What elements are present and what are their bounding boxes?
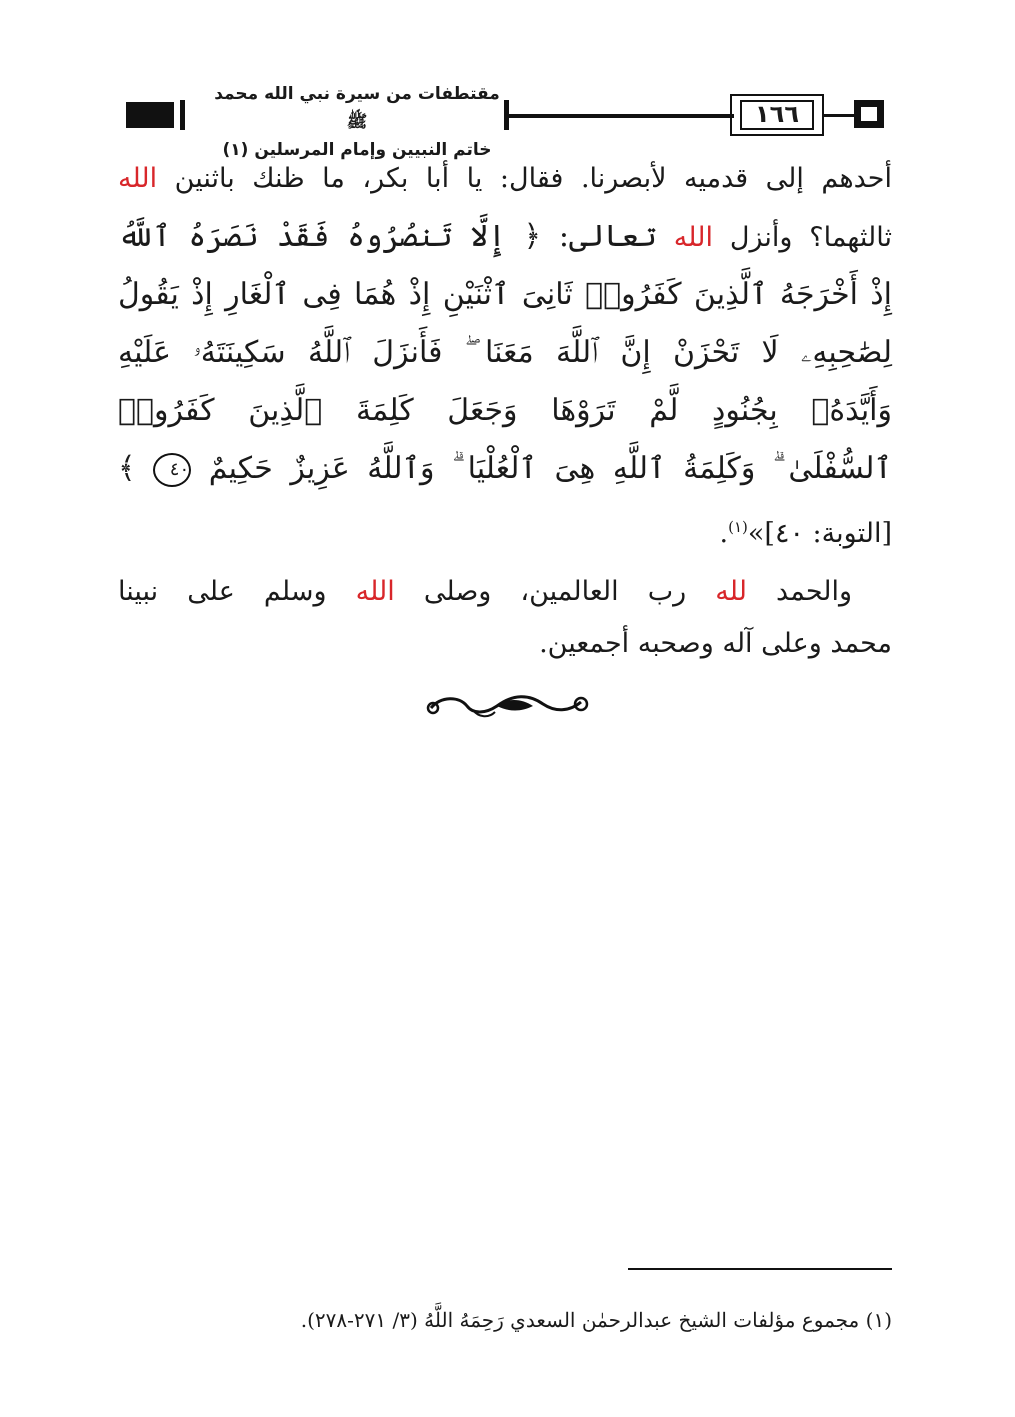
page-number: ١٦٦ (755, 100, 799, 128)
quran-line: إِذْ أَخْرَجَهُ ٱلَّذِينَ كَفَرُوا۟ ثَانِىَ ٱثْنَيْنِ إِذْ هُمَا فِى ٱلْغَارِ إِذْ يَقُولُ (118, 277, 892, 312)
surah-reference: [التوبة: ٤٠]» (747, 518, 892, 549)
closing-paragraph (118, 566, 892, 670)
header-right-block (854, 100, 884, 128)
book-subtitle: خاتم النبيين وإمام المرسلين (١) (222, 140, 492, 160)
footnote: (١) مجموع مؤلفات الشيخ عبدالرحمٰن السعدي رَحِمَهُ اللَّهُ (٣/ ٢٧١-٢٧٨). (300, 1308, 892, 1332)
divine-name: الله (118, 163, 158, 194)
quran-line: ٱلسُّفْلَىٰ ۗ وَكَلِمَةُ ٱللَّهِ هِىَ ٱلْعُلْيَا ۗ وَٱللَّهُ عَزِيزٌ حَكِيمٌ ٤٠ ﴾ (118, 451, 892, 486)
citation-line: [التوبة: ٤٠]»$^{(١)}$. (719, 518, 892, 549)
page-number-frame (730, 94, 824, 136)
page-header (118, 80, 894, 160)
ornament-divider (423, 688, 591, 722)
text-line: والحمد لله رب العالمين، وصلى الله وسلم على نبينا (118, 576, 853, 607)
footnote-marker: (١) (728, 518, 748, 536)
text-line: ثالثهما؟ وأنزل الله تعالى: ﴿ إِلَّا تَنصُرُوهُ فَقَدْ نَصَرَهُ ٱللَّهُ (118, 219, 892, 254)
divine-name: الله (355, 576, 395, 607)
footnote-separator (628, 1268, 892, 1270)
divine-name: لله (715, 576, 747, 607)
quran-line: وَأَيَّدَهُۥ بِجُنُودٍ لَّمْ تَرَوْهَا وَجَعَلَ كَلِمَةَ ٱلَّذِينَ كَفَرُوا۟ (118, 393, 892, 428)
ayah-number-marker: ٤٠ (153, 453, 191, 487)
quran-line: لِصَٰحِبِهِۦ لَا تَحْزَنْ إِنَّ ٱللَّهَ مَعَنَا ۖ فَأَنزَلَ ٱللَّهُ سَكِينَتَهُۥ عَلَيْهِ (118, 335, 892, 370)
text-line: أحدهم إلى قدميه لأبصرنا. فقال: يا أبا بكر، ما ظنك باثنين الله (118, 163, 892, 194)
header-left-block (126, 102, 174, 128)
header-divider-left (180, 100, 185, 130)
text-line: محمد وعلى آله وصحبه أجمعين. (539, 628, 892, 659)
book-title: مقتطفات من سيرة نبي الله محمد ﷺ (214, 84, 500, 132)
divine-name: الله (673, 222, 713, 253)
main-paragraph (118, 150, 892, 556)
header-rule (506, 114, 734, 118)
header-rule-right (824, 114, 854, 117)
